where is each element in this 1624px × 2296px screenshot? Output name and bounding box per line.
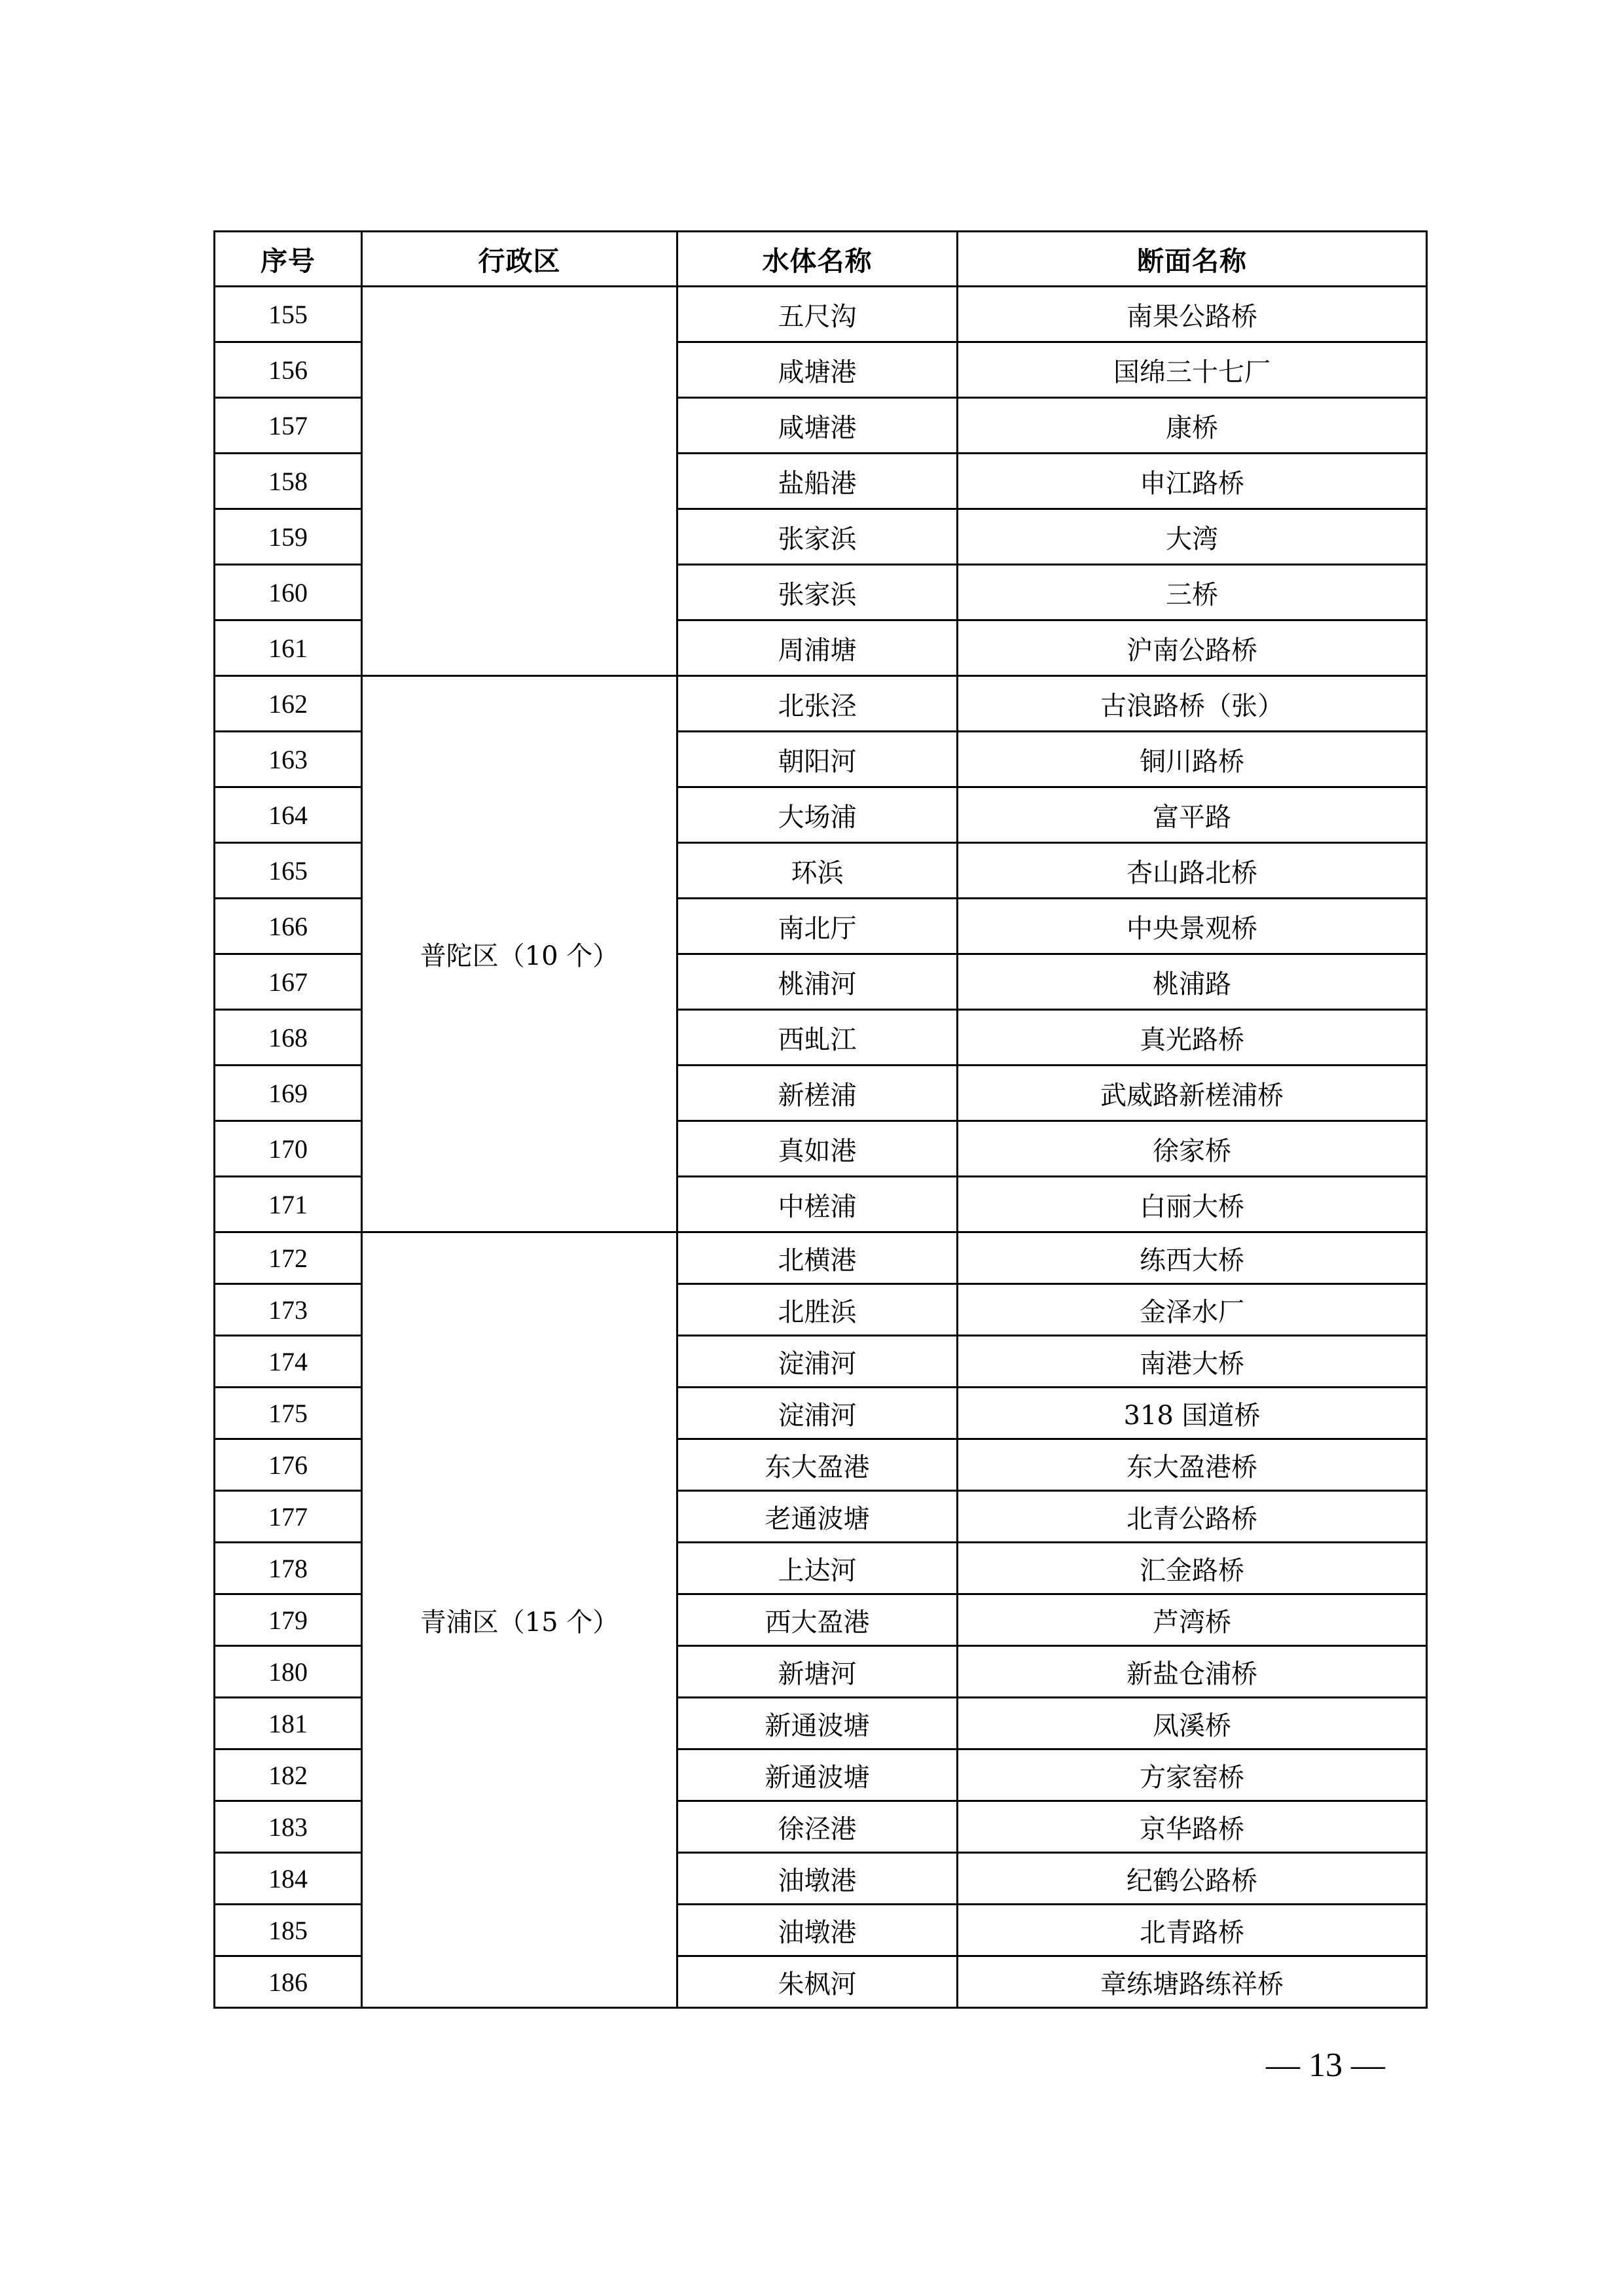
header-no: 序号: [215, 232, 362, 287]
cell-section-name: 白丽大桥: [958, 1177, 1427, 1232]
cell-serial-number: 175: [215, 1388, 362, 1439]
cell-section-name: 铜川路桥: [958, 732, 1427, 787]
cell-water-body: 西虬江: [677, 1010, 958, 1066]
cell-serial-number: 179: [215, 1594, 362, 1646]
cell-section-name: 纪鹤公路桥: [958, 1853, 1427, 1905]
cell-water-body: 新塘河: [677, 1646, 958, 1698]
cell-water-body: 咸塘港: [677, 342, 958, 398]
cell-serial-number: 180: [215, 1646, 362, 1698]
cell-water-body: 南北厅: [677, 899, 958, 954]
cell-water-body: 西大盈港: [677, 1594, 958, 1646]
table-body: [215, 287, 1427, 2008]
cell-section-name: 练西大桥: [958, 1232, 1427, 1284]
cell-serial-number: 186: [215, 1956, 362, 2008]
cell-district: 普陀区（10 个）: [362, 676, 677, 1232]
cell-water-body: 老通波塘: [677, 1491, 958, 1543]
table-header-row: [215, 232, 1427, 287]
cell-water-body: 张家浜: [677, 509, 958, 565]
cell-section-name: 新盐仓浦桥: [958, 1646, 1427, 1698]
cell-section-name: 芦湾桥: [958, 1594, 1427, 1646]
cell-section-name: 京华路桥: [958, 1801, 1427, 1853]
cell-water-body: 上达河: [677, 1543, 958, 1594]
cell-section-name: 徐家桥: [958, 1121, 1427, 1177]
cell-section-name: 武威路新槎浦桥: [958, 1066, 1427, 1121]
cell-water-body: 朱枫河: [677, 1956, 958, 2008]
cell-serial-number: 169: [215, 1066, 362, 1121]
cell-serial-number: 183: [215, 1801, 362, 1853]
cell-serial-number: 156: [215, 342, 362, 398]
cell-serial-number: 164: [215, 787, 362, 843]
cell-section-name: 申江路桥: [958, 454, 1427, 509]
cell-district: [362, 287, 677, 676]
cell-section-name: 中央景观桥: [958, 899, 1427, 954]
cell-water-body: 朝阳河: [677, 732, 958, 787]
cell-serial-number: 158: [215, 454, 362, 509]
cell-serial-number: 177: [215, 1491, 362, 1543]
cell-section-name: 南果公路桥: [958, 287, 1427, 342]
cell-section-name: 古浪路桥（张）: [958, 676, 1427, 732]
cell-serial-number: 170: [215, 1121, 362, 1177]
cell-section-name: 沪南公路桥: [958, 620, 1427, 676]
cell-serial-number: 173: [215, 1284, 362, 1336]
cell-serial-number: 181: [215, 1698, 362, 1749]
cell-serial-number: 160: [215, 565, 362, 620]
page-number: — 13 —: [1266, 2047, 1385, 2084]
cell-serial-number: 176: [215, 1439, 362, 1491]
cell-section-name: 凤溪桥: [958, 1698, 1427, 1749]
cell-section-name: 北青公路桥: [958, 1491, 1427, 1543]
cell-water-body: 真如港: [677, 1121, 958, 1177]
cell-water-body: 北胜浜: [677, 1284, 958, 1336]
cell-water-body: 中槎浦: [677, 1177, 958, 1232]
cell-water-body: 淀浦河: [677, 1388, 958, 1439]
cell-section-name: 方家窑桥: [958, 1749, 1427, 1801]
cell-serial-number: 159: [215, 509, 362, 565]
cell-section-name: 大湾: [958, 509, 1427, 565]
cell-serial-number: 184: [215, 1853, 362, 1905]
cell-section-name: 318 国道桥: [958, 1388, 1427, 1439]
water-section-table: [213, 230, 1428, 2009]
cell-serial-number: 161: [215, 620, 362, 676]
cell-water-body: 油墩港: [677, 1853, 958, 1905]
cell-serial-number: 162: [215, 676, 362, 732]
cell-serial-number: 155: [215, 287, 362, 342]
cell-section-name: 桃浦路: [958, 954, 1427, 1010]
cell-serial-number: 172: [215, 1232, 362, 1284]
header-district: 行政区: [362, 232, 677, 287]
cell-serial-number: 165: [215, 843, 362, 899]
cell-water-body: 新通波塘: [677, 1749, 958, 1801]
cell-serial-number: 178: [215, 1543, 362, 1594]
cell-water-body: 油墩港: [677, 1905, 958, 1956]
cell-water-body: 新槎浦: [677, 1066, 958, 1121]
cell-section-name: 汇金路桥: [958, 1543, 1427, 1594]
cell-water-body: 北张泾: [677, 676, 958, 732]
cell-section-name: 章练塘路练祥桥: [958, 1956, 1427, 2008]
cell-section-name: 金泽水厂: [958, 1284, 1427, 1336]
table-row: [215, 676, 1427, 732]
cell-section-name: 杏山路北桥: [958, 843, 1427, 899]
cell-serial-number: 182: [215, 1749, 362, 1801]
cell-water-body: 北横港: [677, 1232, 958, 1284]
cell-serial-number: 174: [215, 1336, 362, 1388]
header-section: 断面名称: [958, 232, 1427, 287]
cell-serial-number: 166: [215, 899, 362, 954]
cell-water-body: 咸塘港: [677, 398, 958, 454]
cell-serial-number: 171: [215, 1177, 362, 1232]
cell-district: 青浦区（15 个）: [362, 1232, 677, 2008]
cell-water-body: 周浦塘: [677, 620, 958, 676]
cell-water-body: 环浜: [677, 843, 958, 899]
cell-water-body: 桃浦河: [677, 954, 958, 1010]
cell-water-body: 新通波塘: [677, 1698, 958, 1749]
cell-water-body: 五尺沟: [677, 287, 958, 342]
cell-water-body: 徐泾港: [677, 1801, 958, 1853]
cell-water-body: 张家浜: [677, 565, 958, 620]
cell-serial-number: 168: [215, 1010, 362, 1066]
cell-water-body: 大场浦: [677, 787, 958, 843]
header-water-body: 水体名称: [677, 232, 958, 287]
cell-section-name: 富平路: [958, 787, 1427, 843]
cell-water-body: 盐船港: [677, 454, 958, 509]
cell-section-name: 三桥: [958, 565, 1427, 620]
cell-serial-number: 163: [215, 732, 362, 787]
cell-water-body: 东大盈港: [677, 1439, 958, 1491]
table-row: [215, 1232, 1427, 1284]
cell-serial-number: 185: [215, 1905, 362, 1956]
table-row: [215, 287, 1427, 342]
cell-section-name: 国绵三十七厂: [958, 342, 1427, 398]
cell-serial-number: 157: [215, 398, 362, 454]
cell-section-name: 南港大桥: [958, 1336, 1427, 1388]
cell-section-name: 北青路桥: [958, 1905, 1427, 1956]
cell-section-name: 东大盈港桥: [958, 1439, 1427, 1491]
cell-water-body: 淀浦河: [677, 1336, 958, 1388]
cell-section-name: 真光路桥: [958, 1010, 1427, 1066]
cell-section-name: 康桥: [958, 398, 1427, 454]
cell-serial-number: 167: [215, 954, 362, 1010]
